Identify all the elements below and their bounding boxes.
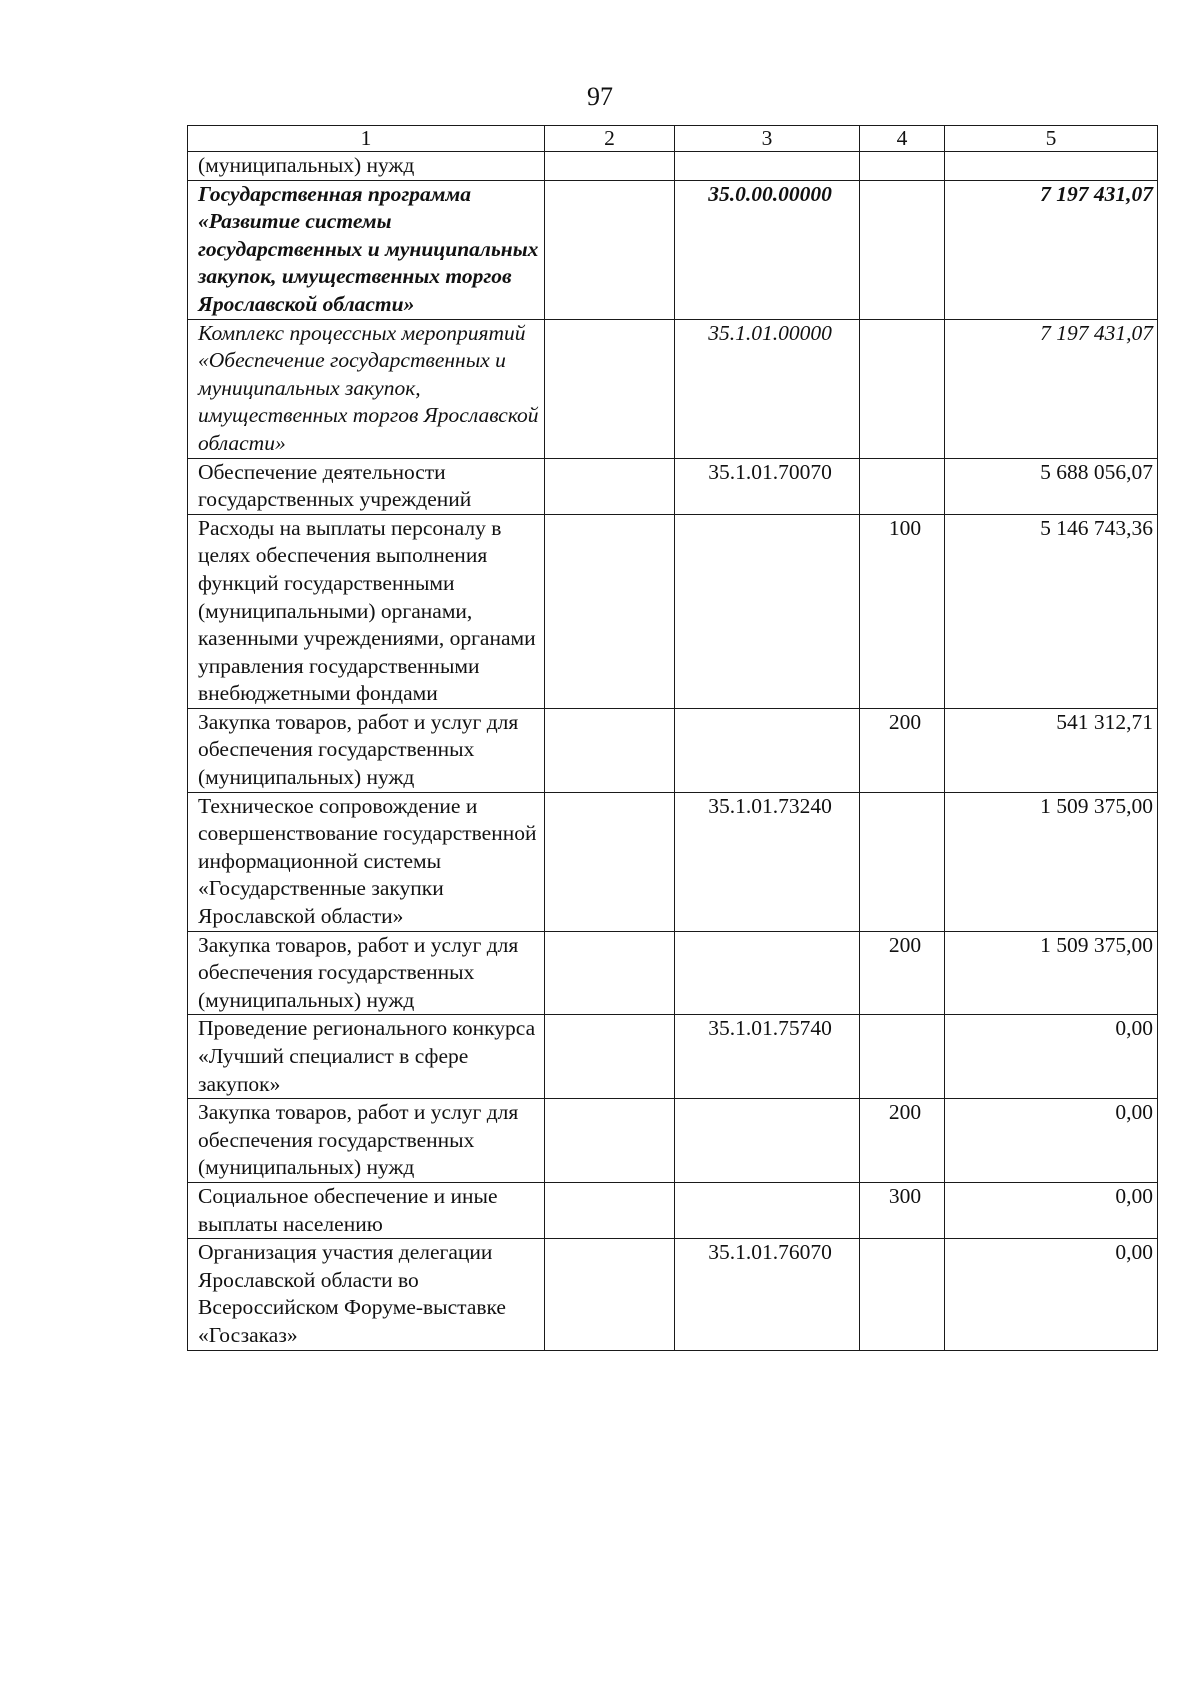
row-name-cell: (муниципальных) нужд [188, 152, 545, 181]
row-col2-cell [545, 792, 675, 931]
row-name-cell: Проведение регионального конкурса «Лучший специалист в сфере закупок» [188, 1015, 545, 1099]
row-kvr-cell [860, 458, 945, 514]
table-row [188, 1239, 1158, 1350]
row-amount-cell [945, 152, 1158, 181]
row-col2-cell [545, 1099, 675, 1183]
row-col2-cell [545, 180, 675, 319]
row-name-cell: Государственная программа «Развитие системы государственных и муниципальных закупок, имущественных торгов Ярославской области» [188, 180, 545, 319]
row-kvr-cell: 200 [860, 708, 945, 792]
row-amount-cell: 0,00 [945, 1182, 1158, 1238]
table-row [188, 514, 1158, 708]
header-col-5: 5 [945, 126, 1158, 152]
header-col-1: 1 [188, 126, 545, 152]
row-name-cell: Закупка товаров, работ и услуг для обеспечения государственных (муниципальных) нужд [188, 931, 545, 1015]
row-kvr-cell [860, 319, 945, 458]
row-name-cell: Закупка товаров, работ и услуг для обеспечения государственных (муниципальных) нужд [188, 708, 545, 792]
row-code-cell [675, 1182, 860, 1238]
row-kvr-cell [860, 1015, 945, 1099]
table-row [188, 1182, 1158, 1238]
row-amount-cell: 5 146 743,36 [945, 514, 1158, 708]
header-col-2: 2 [545, 126, 675, 152]
row-kvr-cell: 200 [860, 1099, 945, 1183]
table-row [188, 708, 1158, 792]
row-amount-cell: 5 688 056,07 [945, 458, 1158, 514]
header-row [188, 126, 1158, 152]
table-row [188, 931, 1158, 1015]
row-code-cell: 35.1.01.75740 [675, 1015, 860, 1099]
table-row [188, 1015, 1158, 1099]
row-code-cell [675, 1099, 860, 1183]
row-kvr-cell: 100 [860, 514, 945, 708]
row-col2-cell [545, 152, 675, 181]
row-name-cell: Организация участия делегации Ярославской области во Всероссийском Форуме-выставке «Госзаказ» [188, 1239, 545, 1350]
row-col2-cell [545, 514, 675, 708]
table-row [188, 152, 1158, 181]
table-header [188, 126, 1158, 152]
table-row [188, 319, 1158, 458]
row-col2-cell [545, 1239, 675, 1350]
header-col-4: 4 [860, 126, 945, 152]
row-amount-cell: 0,00 [945, 1239, 1158, 1350]
budget-table [187, 125, 1158, 1351]
table-row [188, 180, 1158, 319]
header-col-3: 3 [675, 126, 860, 152]
row-kvr-cell: 200 [860, 931, 945, 1015]
row-code-cell: 35.0.00.00000 [675, 180, 860, 319]
row-name-cell: Обеспечение деятельности государственных учреждений [188, 458, 545, 514]
page-number: 97 [587, 82, 613, 111]
row-code-cell: 35.1.01.70070 [675, 458, 860, 514]
row-amount-cell: 0,00 [945, 1015, 1158, 1099]
row-col2-cell [545, 708, 675, 792]
row-code-cell: 35.1.01.00000 [675, 319, 860, 458]
row-col2-cell [545, 458, 675, 514]
table-body [188, 152, 1158, 1351]
row-col2-cell [545, 319, 675, 458]
row-name-cell: Техническое сопровождение и совершенствование государственной информационной системы «Государственные закупки Ярославской области» [188, 792, 545, 931]
row-code-cell [675, 514, 860, 708]
row-code-cell [675, 152, 860, 181]
table-row [188, 1099, 1158, 1183]
row-name-cell: Социальное обеспечение и иные выплаты населению [188, 1182, 545, 1238]
row-amount-cell: 0,00 [945, 1099, 1158, 1183]
row-name-cell: Комплекс процессных мероприятий «Обеспечение государственных и муниципальных закупок, имущественных торгов Ярославской области» [188, 319, 545, 458]
row-name-cell: Закупка товаров, работ и услуг для обеспечения государственных (муниципальных) нужд [188, 1099, 545, 1183]
table-row [188, 792, 1158, 931]
row-amount-cell: 1 509 375,00 [945, 792, 1158, 931]
row-col2-cell [545, 931, 675, 1015]
row-code-cell: 35.1.01.76070 [675, 1239, 860, 1350]
row-kvr-cell [860, 792, 945, 931]
row-code-cell: 35.1.01.73240 [675, 792, 860, 931]
row-kvr-cell [860, 180, 945, 319]
row-amount-cell: 7 197 431,07 [945, 319, 1158, 458]
table-row [188, 458, 1158, 514]
row-name-cell: Расходы на выплаты персоналу в целях обеспечения выполнения функций государственными (муниципальными) органами, казенными учреждениями, органами управления государственными внебюджетными фондами [188, 514, 545, 708]
row-kvr-cell [860, 1239, 945, 1350]
row-code-cell [675, 708, 860, 792]
row-amount-cell: 1 509 375,00 [945, 931, 1158, 1015]
row-kvr-cell [860, 152, 945, 181]
row-amount-cell: 541 312,71 [945, 708, 1158, 792]
row-code-cell [675, 931, 860, 1015]
row-amount-cell: 7 197 431,07 [945, 180, 1158, 319]
row-kvr-cell: 300 [860, 1182, 945, 1238]
row-col2-cell [545, 1015, 675, 1099]
row-col2-cell [545, 1182, 675, 1238]
